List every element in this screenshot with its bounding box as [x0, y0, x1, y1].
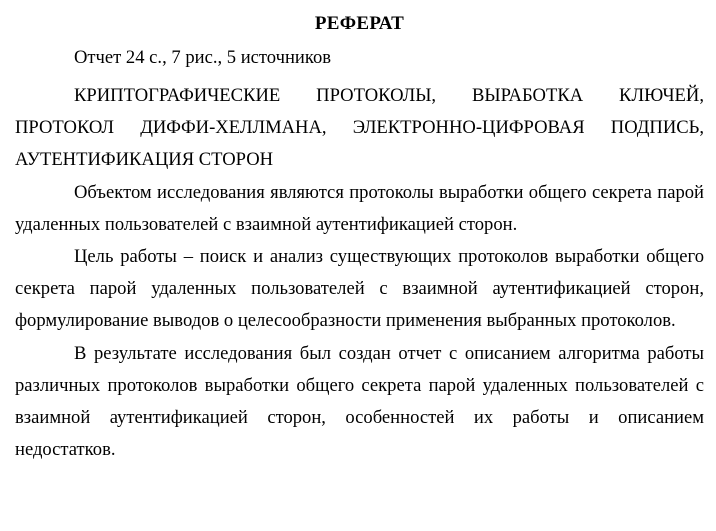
- document-title: РЕФЕРАТ: [314, 13, 405, 34]
- paragraph-object: Объектом исследования являются протоколы выработки общего секрета парой удаленных пользователей с взаимной аутентификацией сторон.: [15, 181, 704, 235]
- keywords: КРИПТОГРАФИЧЕСКИЕ ПРОТОКОЛЫ, ВЫРАБОТКА КЛЮЧЕЙ, ПРОТОКОЛ ДИФФИ-ХЕЛЛМАНА, ЭЛЕКТРОННО-ЦИФРОВАЯ ПОДПИСЬ, АУТЕНТИФИКАЦИЯ СТОРОН: [15, 85, 704, 171]
- paragraph-result: В результате исследования был создан отчет с описанием алгоритма работы различных протоколов выработки общего секрета парой удаленных пользователей с взаимной аутентификацией сторон, особенностей их работы и описанием недостатков.: [15, 342, 704, 461]
- paragraph-goal: Цель работы – поиск и анализ существующих протоколов выработки общего секрета парой удаленных пользователей с взаимной аутентификацией сторон, формулирование выводов о целесообразности применения выбранных протоколов.: [15, 246, 704, 332]
- report-info: Отчет 24 с., 7 рис., 5 источников: [74, 47, 332, 68]
